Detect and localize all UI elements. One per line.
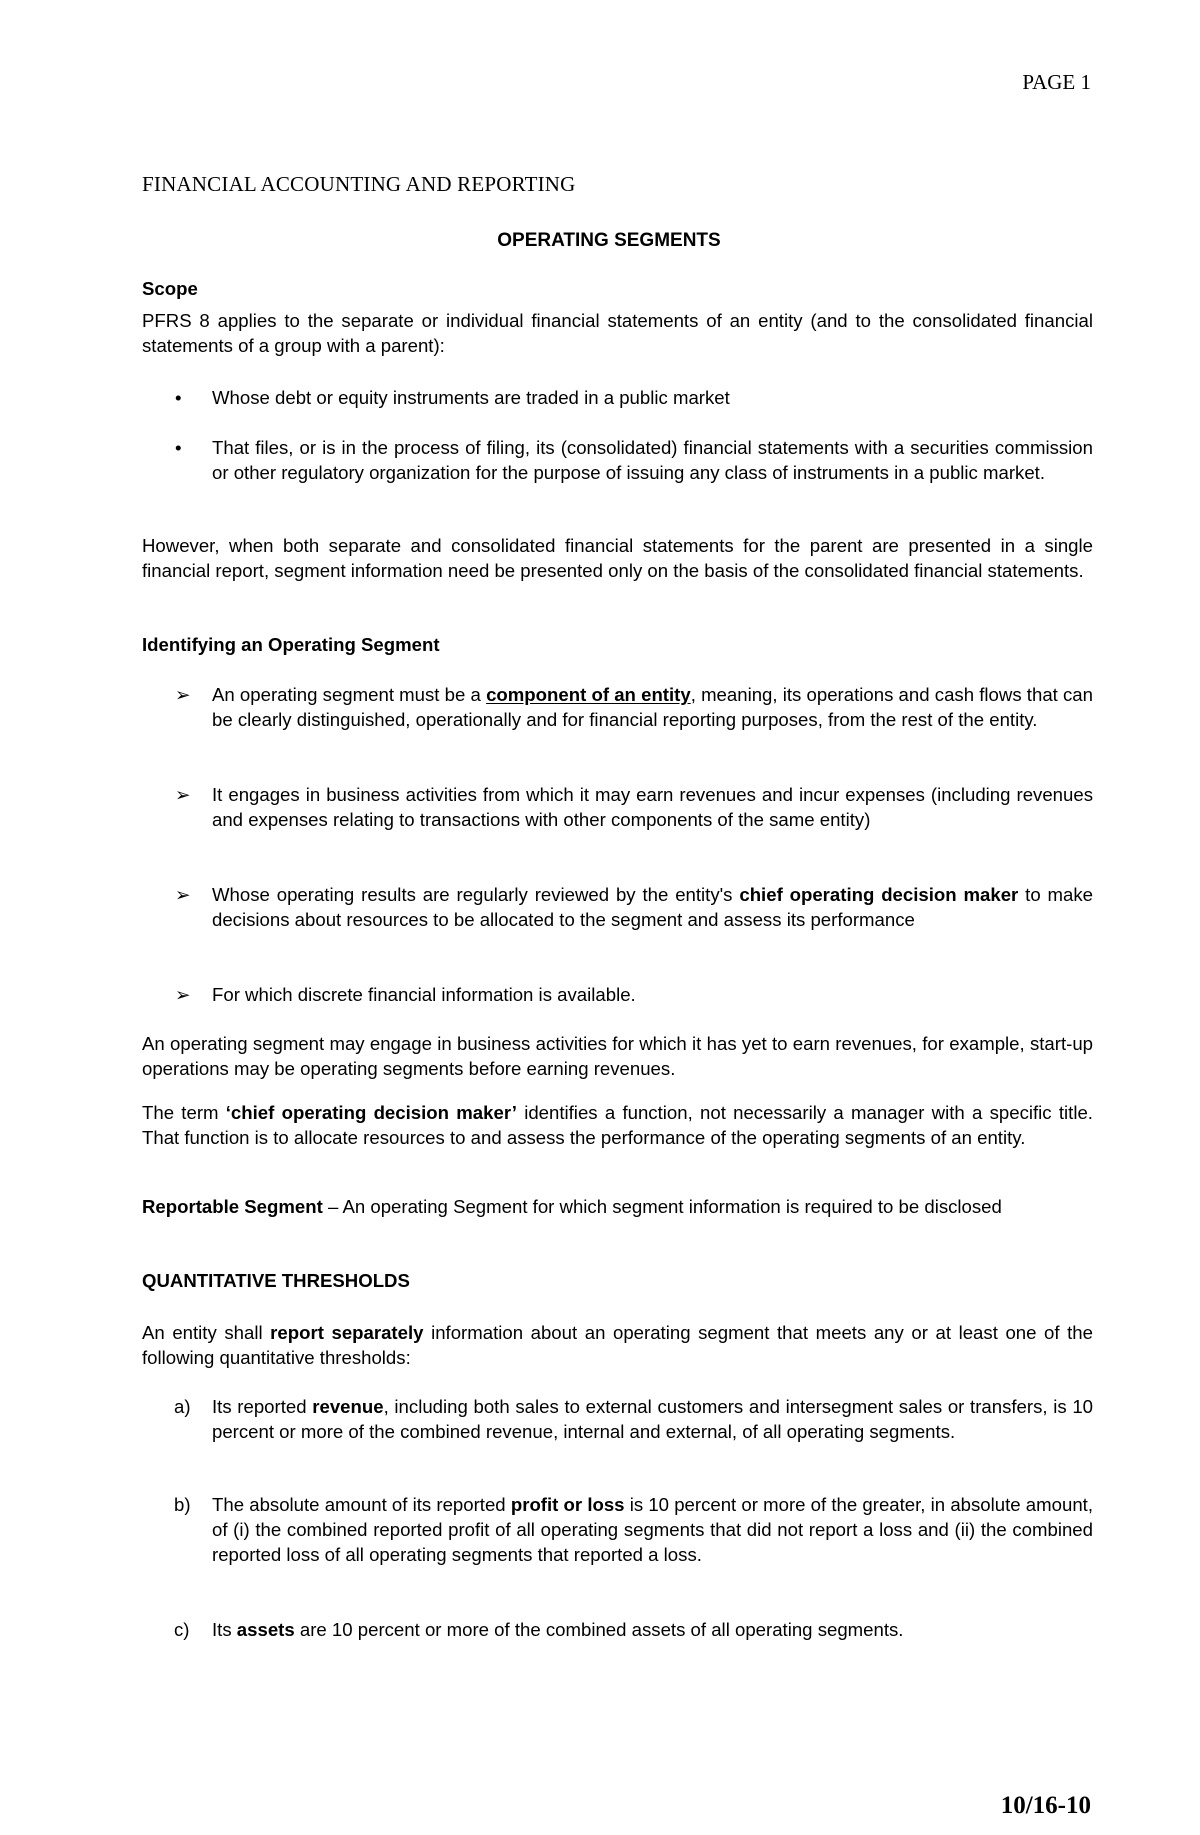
text: Its — [212, 1619, 237, 1640]
text: An entity shall — [142, 1322, 271, 1343]
arrow-bullet-icon: ➢ — [175, 784, 191, 805]
document-title: OPERATING SEGMENTS — [497, 230, 721, 251]
course-title: FINANCIAL ACCOUNTING AND REPORTING — [142, 172, 576, 196]
threshold-item-c — [142, 1617, 1093, 1642]
item-marker: a) — [174, 1396, 191, 1417]
codm-paragraph — [142, 1100, 1093, 1150]
arrow-bullet-icon: ➢ — [175, 884, 191, 905]
item-text — [212, 682, 1093, 732]
item-marker: c) — [174, 1619, 190, 1640]
text: information about an operating segment that meets any or at least one of the following quantitative thresholds: — [142, 1322, 1093, 1368]
scope-however-paragraph: However, when both separate and consolidated financial statements for the parent are presented in a single financial report, segment information need be presented only on the basis of the consolidated financial statements. — [142, 535, 1093, 581]
text: identifies a function, not necessarily a manager with a specific title. That function is to allocate resources to and assess the performance of the operating segments of an entity. — [142, 1102, 1093, 1148]
bullet-text: That files, or is in the process of filing, its (consolidated) financial statements with a securities commission or other regulatory organization for the purpose of issuing any class of instruments in a public market. — [212, 437, 1093, 483]
text: , meaning, its operations and cash flows that can be clearly distinguished, operationally and for financial reporting purposes, from the rest of the entity. — [212, 684, 1093, 730]
text: to make decisions about resources to be allocated to the segment and assess its performance — [212, 884, 1094, 930]
item-text — [212, 882, 1093, 932]
identifying-item-4 — [142, 982, 1093, 1007]
emphasis: report separately — [270, 1322, 424, 1343]
identifying-item-1 — [142, 682, 1093, 732]
item-text — [212, 1492, 1093, 1567]
emphasis: revenue — [312, 1396, 384, 1417]
item-text: It engages in business activities from which it may earn revenues and incur expenses (including revenues and expenses relating to transactions with other components of the same entity) — [212, 784, 1093, 830]
emphasis: assets — [236, 1619, 295, 1640]
identifying-item-2 — [142, 782, 1093, 832]
item-marker: b) — [174, 1494, 191, 1515]
identifying-item-3 — [142, 882, 1093, 932]
term: Reportable Segment — [142, 1196, 323, 1217]
scope-bullet-2 — [142, 435, 1093, 485]
scope-heading: Scope — [142, 278, 198, 299]
item-text: For which discrete financial information is available. — [212, 984, 636, 1005]
bullet-text: Whose debt or equity instruments are traded in a public market — [212, 387, 730, 408]
emphasis: chief operating decision maker — [739, 884, 1019, 905]
text: Whose operating results are regularly reviewed by the entity's — [212, 884, 740, 905]
text: The term — [142, 1102, 226, 1123]
text: An operating segment must be a — [212, 684, 487, 705]
emphasis: ‘chief operating decision maker’ — [225, 1102, 517, 1123]
thresholds-heading: QUANTITATIVE THRESHOLDS — [142, 1270, 410, 1291]
scope-intro: PFRS 8 applies to the separate or individual financial statements of an entity (and to the consolidated financial statements of a group with a parent): — [142, 310, 1093, 356]
text: is 10 percent or more of the greater, in absolute amount, of (i) the combined reported profit of all operating segments that did not report a loss and (ii) the combined reported loss of all operating segments that reported a loss. — [212, 1494, 1093, 1565]
arrow-bullet-icon: ➢ — [175, 684, 191, 705]
scope-bullet-1 — [142, 385, 1093, 410]
bullet-icon: • — [175, 387, 182, 408]
identifying-heading: Identifying an Operating Segment — [142, 634, 440, 655]
text: – An operating Segment for which segment information is required to be disclosed — [322, 1196, 1002, 1217]
page-number: PAGE 1 — [1022, 70, 1091, 94]
item-text — [212, 1394, 1093, 1444]
emphasis: profit or loss — [510, 1494, 625, 1515]
thresholds-intro — [142, 1320, 1093, 1370]
start-up-paragraph: An operating segment may engage in business activities for which it has yet to earn revenues, for example, start-up operations may be operating segments before earning revenues. — [142, 1033, 1093, 1079]
item-text — [212, 1617, 1093, 1642]
text: Its reported — [212, 1396, 313, 1417]
footer-code: 10/16-10 — [1000, 1792, 1091, 1819]
text: , including both sales to external customers and intersegment sales or transfers, is 10 percent or more of the combined revenue, internal and external, of all operating segments. — [212, 1396, 1093, 1442]
bullet-icon: • — [175, 437, 182, 458]
threshold-item-a — [142, 1394, 1093, 1444]
emphasis: component of an entity — [486, 684, 691, 705]
arrow-bullet-icon: ➢ — [175, 984, 191, 1005]
text: are 10 percent or more of the combined assets of all operating segments. — [294, 1619, 904, 1640]
threshold-item-b — [142, 1492, 1093, 1567]
reportable-segment-definition — [142, 1194, 1093, 1219]
text: The absolute amount of its reported — [212, 1494, 511, 1515]
